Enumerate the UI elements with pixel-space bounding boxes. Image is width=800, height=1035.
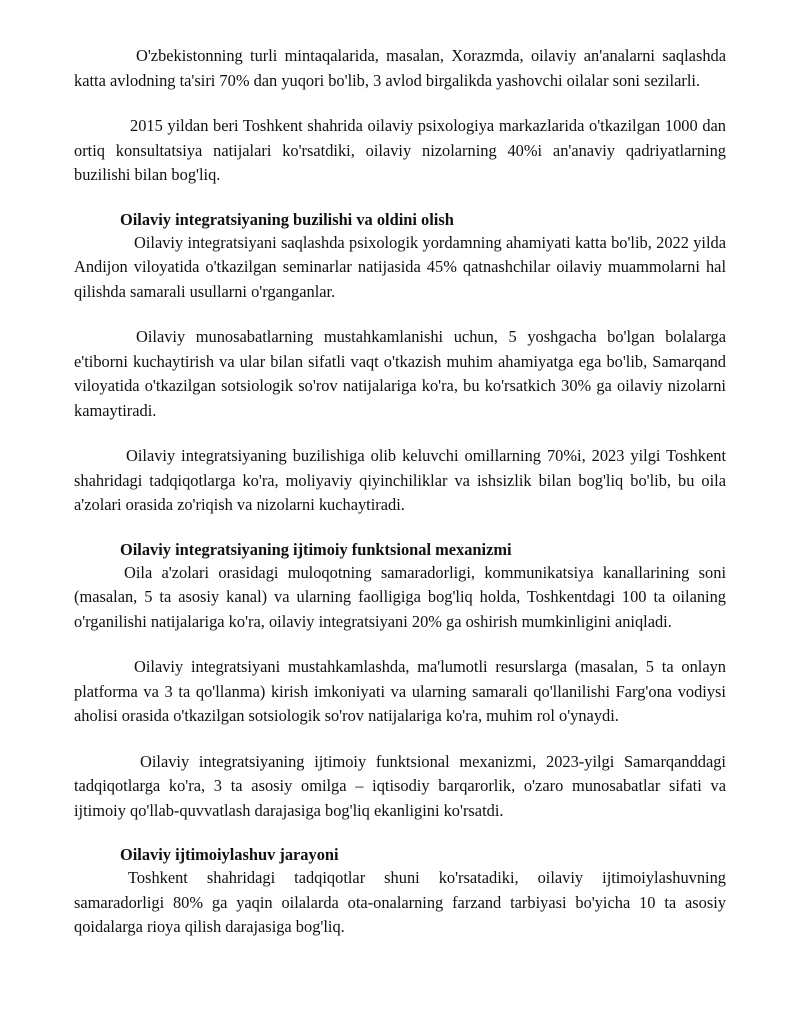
heading-socialization-process: Oilaviy ijtimoiylashuv jarayoni	[120, 845, 339, 864]
paragraph-samarkand-mechanism: Oilaviy integratsiyaning ijtimoiy funktsional mexanizmi, 2023-yilgi Samarqanddagi tadqiqotlarga ko'ra, 3 ta asosiy omilga – iqtisodiy barqarorlik, o'zaro munosabatlar sifati va ijtimoiy qo'llab-quvvatlash darajasiga bog'liq ekanligini ko'rsatdi.	[74, 751, 726, 820]
paragraph-tashkent-socialization: Toshkent shahridagi tadqiqotlar shuni ko'rsatadiki, oilaviy ijtimoiylashuvning samaradorligi 80% ga yaqin oilalarda ota-onalarning farzand tarbiyasi bo'yicha 10 ta asosiy qoidalarga rioya qilish darajasiga bog'liq.	[74, 868, 726, 936]
paragraph-xorazm-traditions: O'zbekistonning turli mintaqalarida, masalan, Xorazmda, oilaviy an'analarni saqlashda katta avlodning ta'siri 70% dan yuqori bo'lib, 3 avlod birgalikda yashovchi oilalar soni sezilarli.	[74, 46, 726, 90]
paragraph-andijan-seminars: Oilaviy integratsiyani saqlashda psixologik yordamning ahamiyati katta bo'lib, 2022 yilda Andijon viloyatida o'tkazilgan seminarlar natijasida 45% qatnashchilar oilaviy muammolarni hal qilishda samarali usullarni o'rganganlar.	[74, 232, 726, 301]
heading-integration-disruption: Oilaviy integratsiyaning buzilishi va oldini olish	[120, 209, 454, 229]
paragraph-information-resources: Oilaviy integratsiyani mustahkamlashda, ma'lumotli resurslarga (masalan, 5 ta onlayn platforma va 3 ta qo'llanma) kirish imkoniyati va ularning samarali qo'llanilishi Farg'ona vodiysi aholisi orasida o'tkazilgan sotsiologik so'rov natijalariga ko'ra, muhim rol o'ynaydi.	[74, 657, 726, 725]
paragraph-samarkand-survey: Oilaviy munosabatlarning mustahkamlanishi uchun, 5 yoshgacha bo'lgan bolalarga e'tiborni kuchaytirish va ular bilan sifatli vaqt o'tkazish muhim ahamiyatga ega bo'lib, Samarqand viloyatida o'tkazilgan sotsiologik so'rov natijalariga ko'ra, bu ko'rsatkich 30% ga oilaviy nizolarni kamaytiradi.	[74, 327, 726, 420]
document-page	[74, 44, 726, 961]
heading-social-functional-mechanism: Oilaviy integratsiyaning ijtimoiy funktsional mexanizmi	[120, 539, 512, 559]
paragraph-tashkent-financial-factors: Oilaviy integratsiyaning buzilishiga olib keluvchi omillarning 70%i, 2023 yilgi Toshkent shahridagi tadqiqotlarga ko'ra, moliyaviy qiyinchiliklar va ishsizlik bilan bog'liq bo'lib, bu oila a'zolari orasida zo'riqish va nizolarni kuchaytiradi.	[74, 446, 726, 514]
paragraph-tashkent-consultations: 2015 yildan beri Toshkent shahrida oilaviy psixologiya markazlarida o'tkazilgan 1000 dan ortiq konsultatsiya natijalari ko'rsatdiki, oilaviy nizolarning 40%i an'anaviy qadriyatlarning buzilishi bilan bog'liq.	[74, 116, 726, 184]
paragraph-communication-channels: Oila a'zolari orasidagi muloqotning samaradorligi, kommunikatsiya kanallarining soni (masalan, 5 ta asosiy kanal) va ularning faolligiga bog'liq holda, Toshkentdagi 100 ta oilaning o'rganilishi natijalariga ko'ra, oilaviy integratsiyani 20% ga oshirish mumkinligini aniqladi.	[74, 562, 726, 631]
